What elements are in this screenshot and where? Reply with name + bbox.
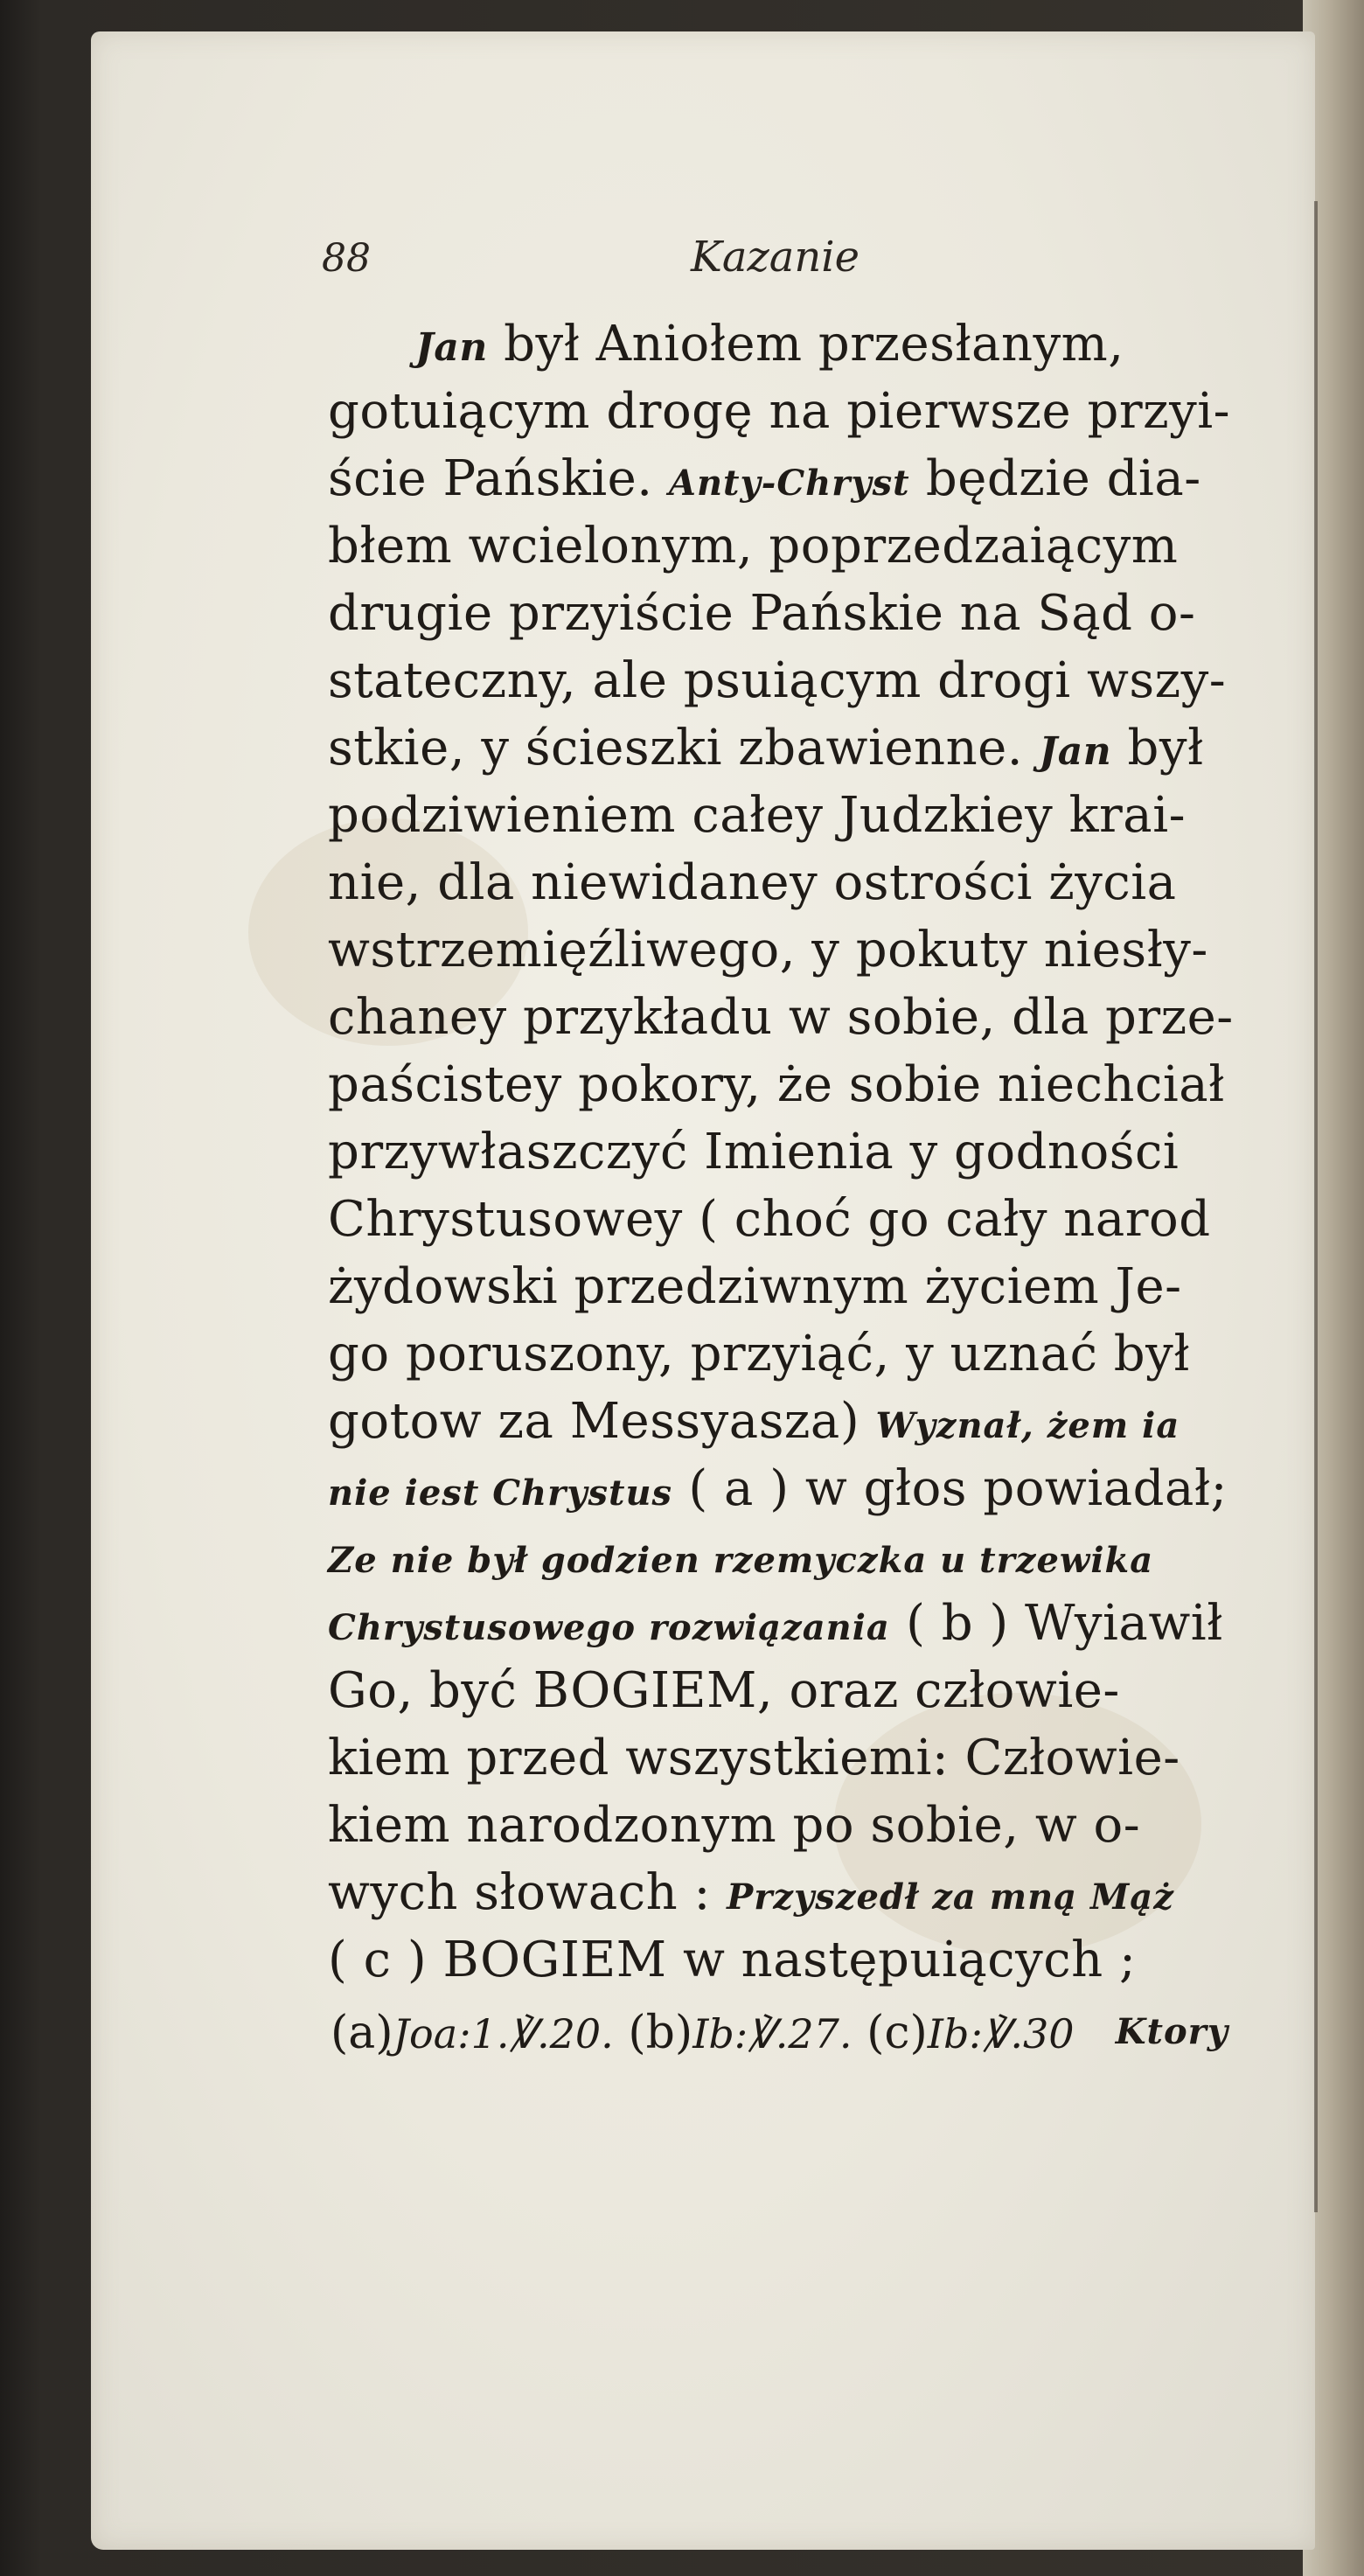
text-line: stateczny, ale psuiącym drogi wszy- bbox=[328, 652, 1227, 709]
text-line: nie iest Chrystus ( a ) w głos powiadał; bbox=[328, 1460, 1228, 1517]
text-line: gotuiącym drogę na pierwsze przyi- bbox=[328, 383, 1231, 440]
text-line: ( c ) BOGIEM w następuiących ; bbox=[328, 1932, 1137, 1988]
text-line: gotow za Messyasza) Wyznał, żem ia bbox=[328, 1393, 1180, 1450]
footnote-c-label: (c) bbox=[866, 2007, 928, 2059]
text-line: go poruszony, przyiąć, y uznać był bbox=[328, 1326, 1190, 1382]
footnote-c-ref: Ib:℣.30 bbox=[927, 2010, 1075, 2057]
footnote-a-ref: Joa:1.℣.20. bbox=[393, 2010, 614, 2057]
text-line: paścistey pokory, że sobie niechciał bbox=[328, 1056, 1225, 1113]
text-line: Jan był Aniołem przesłanym, bbox=[415, 316, 1124, 372]
footnote-b-ref: Ib:℣.27. bbox=[692, 2010, 852, 2057]
text-line: Chrystusowego rozwiązania ( b ) Wyiawił bbox=[328, 1595, 1223, 1652]
text-line: stkie, y ścieszki zbawienne. Jan był bbox=[328, 720, 1204, 776]
text-line: błem wcielonym, poprzedzaiącym bbox=[328, 518, 1179, 574]
text-line: Go, być BOGIEM, oraz człowie- bbox=[328, 1662, 1120, 1719]
running-title: Kazanie bbox=[691, 233, 860, 282]
text-line: drugie przyiście Pańskie na Sąd o- bbox=[328, 585, 1196, 642]
text-line: przywłaszczyć Imienia y godności bbox=[328, 1124, 1180, 1180]
text-line: kiem przed wszystkiemi: Człowie- bbox=[328, 1730, 1180, 1786]
text-line: wstrzemięźliwego, y pokuty niesły- bbox=[328, 922, 1208, 978]
text-line: nie, dla niewidaney ostrości życia bbox=[328, 854, 1177, 911]
text-line: żydowski przedziwnym życiem Je- bbox=[328, 1258, 1182, 1315]
spine-shadow bbox=[1314, 201, 1318, 2212]
running-head bbox=[322, 233, 1196, 297]
text-line: chaney przykładu w sobie, dla prze- bbox=[328, 989, 1234, 1046]
footnote-b-label: (b) bbox=[628, 2007, 693, 2059]
text-line: Ze nie był godzien rzemyczka u trzewika bbox=[328, 1540, 1154, 1581]
text-line: Chrystusowey ( choć go cały narod bbox=[328, 1191, 1211, 1248]
text-line: ście Pańskie. Anty-Chryst będzie dia- bbox=[328, 450, 1201, 507]
catchword: Ktory bbox=[1115, 2011, 1228, 2052]
footnote-a-label: (a) bbox=[331, 2007, 393, 2059]
page-number: 88 bbox=[322, 236, 371, 281]
text-line: podziwieniem całey Judzkiey krai- bbox=[328, 787, 1187, 844]
sermon-text bbox=[328, 310, 1246, 2061]
text-line: kiem narodzonym po sobie, w o- bbox=[328, 1797, 1141, 1854]
text-line: wych słowach : Przyszedł za mną Mąż bbox=[328, 1864, 1174, 1921]
footnotes bbox=[331, 2007, 1257, 2077]
